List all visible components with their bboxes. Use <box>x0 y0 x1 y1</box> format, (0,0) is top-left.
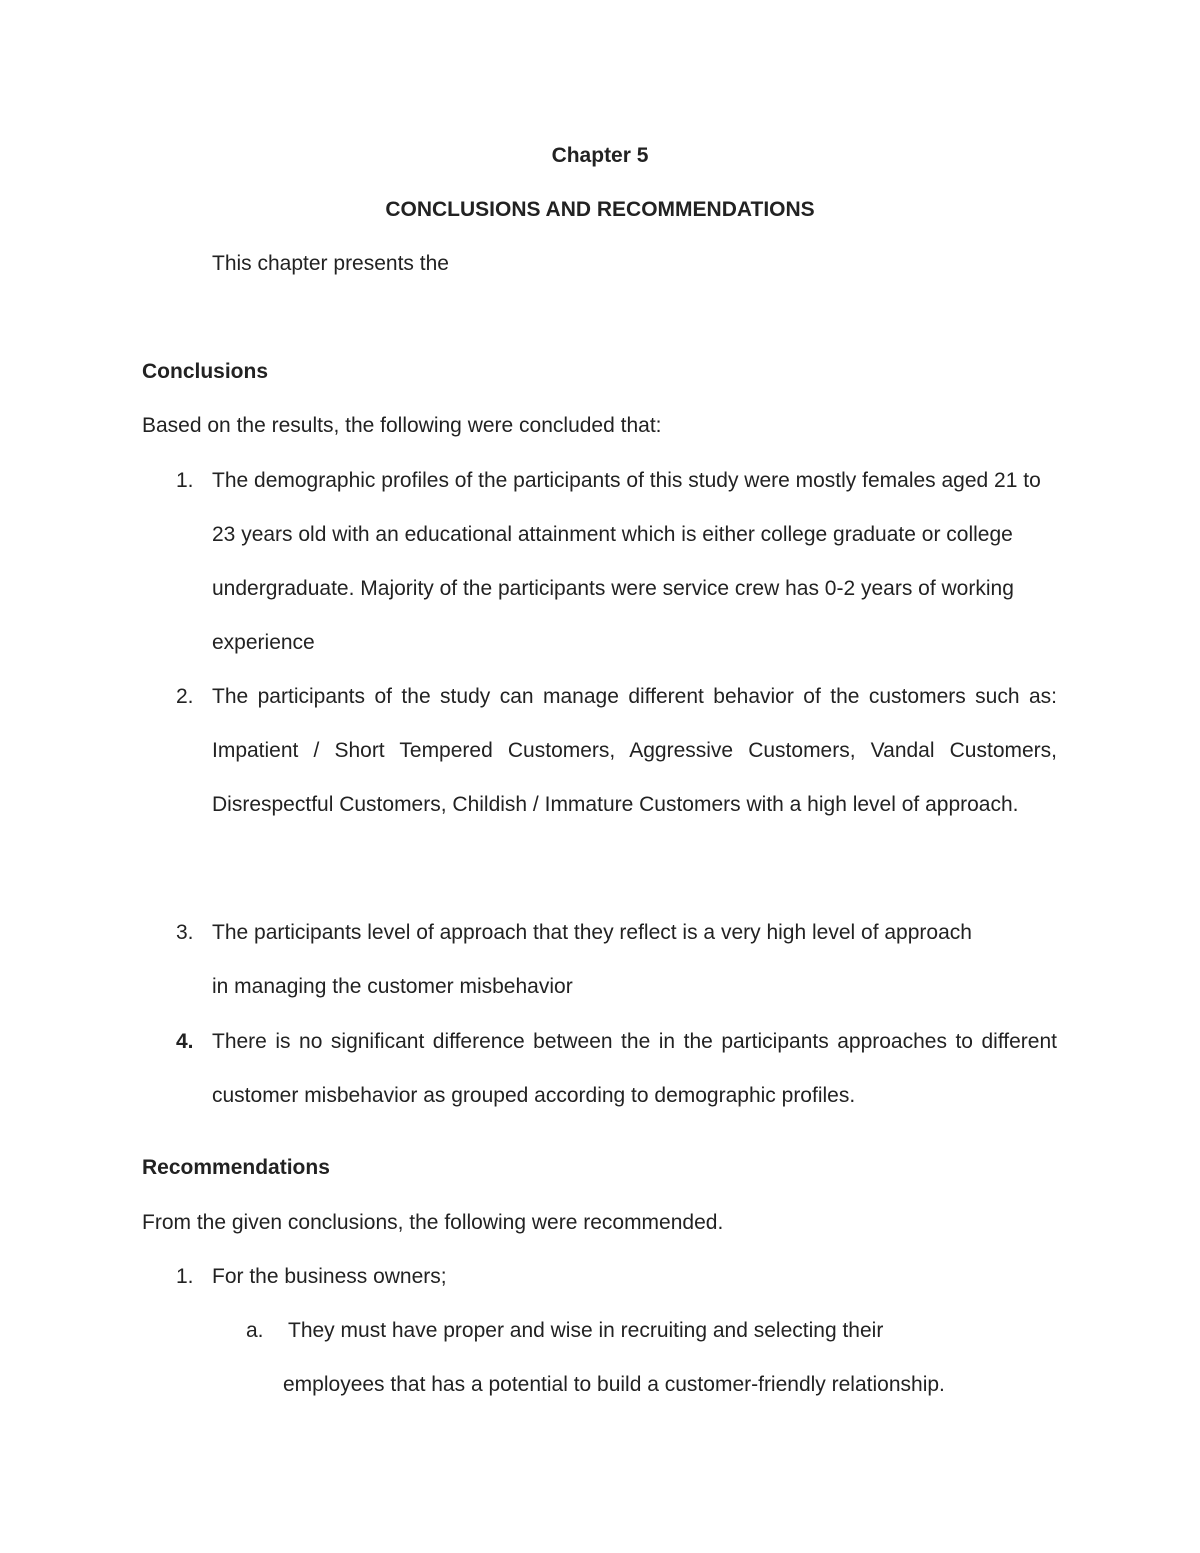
conclusion-4-text: There is no significant difference between the in the participants approaches to different customer misbehavior as grouped according to demographic profiles. <box>212 1030 1057 1107</box>
chapter-title: CONCLUSIONS AND RECOMMENDATIONS <box>385 198 815 221</box>
conclusion-2-number: 2. <box>176 685 194 708</box>
recommendations-heading: Recommendations <box>142 1156 330 1179</box>
conclusions-heading: Conclusions <box>142 360 269 383</box>
intro-paragraph: This chapter presents the <box>212 252 449 275</box>
recommendation-1-text: For the business owners; <box>212 1265 447 1288</box>
conclusion-3-text: The participants level of approach that they reflect is a very high level of approach in managing the customer misbehavior <box>212 921 972 998</box>
recommendation-1a-line2: employees that has a potential to build a customer-friendly relationship. <box>283 1373 945 1396</box>
chapter-label: Chapter 5 <box>551 144 649 167</box>
recommendation-1a-line1: They must have proper and wise in recruiting and selecting their <box>288 1319 884 1342</box>
recommendation-1a-letter: a. <box>246 1319 264 1342</box>
recommendation-1-number: 1. <box>176 1265 194 1288</box>
conclusions-lead: Based on the results, the following were concluded that: <box>142 414 662 437</box>
conclusion-4-number: 4. <box>176 1030 194 1053</box>
conclusion-3-number: 3. <box>176 921 194 944</box>
conclusion-2-text: The participants of the study can manage different behavior of the customers such as: Impatient / Short Tempered Customers, Aggressive Customers, Vandal Customers, Disrespectful Customers, Childish / Immature Customers with a high level of approach. <box>212 685 1057 816</box>
recommendation-1a-text <box>283 1304 1048 1412</box>
conclusion-1-text: The demographic profiles of the participants of this study were mostly females aged 21 to 23 years old with an educational attainment which is either college graduate or college undergraduate. Majority of the participants were service crew has 0-2 years of working experience <box>212 469 1041 654</box>
recommendations-lead: From the given conclusions, the following were recommended. <box>142 1211 724 1234</box>
conclusion-1-number: 1. <box>176 469 194 492</box>
